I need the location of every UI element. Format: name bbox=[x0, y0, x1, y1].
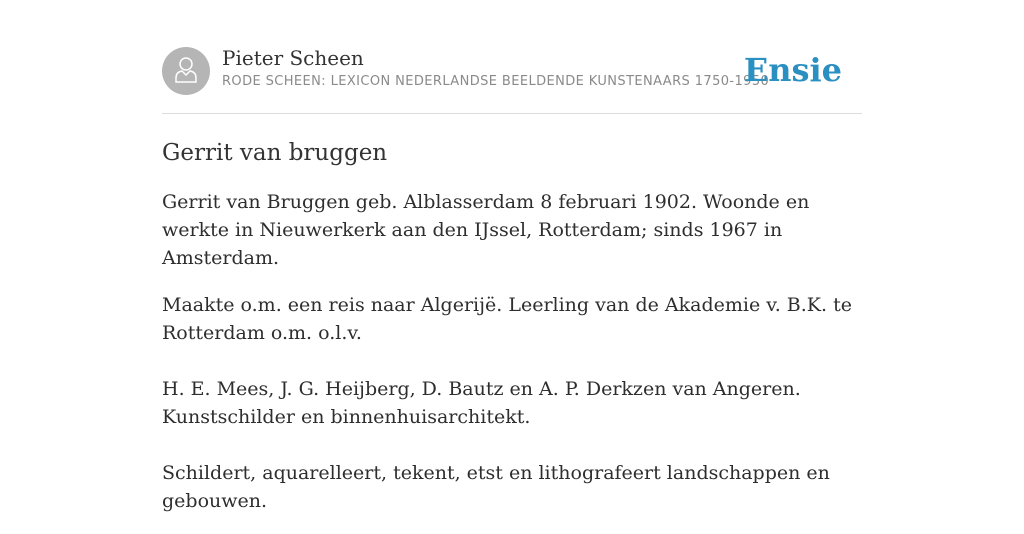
author-avatar[interactable] bbox=[162, 47, 210, 95]
ensie-logo[interactable]: Ensie bbox=[743, 51, 842, 89]
paragraph: Maakte o.m. een reis naar Algerijë. Leerling van de Akademie v. B.K. te Rotterdam o.m. o.l.v. bbox=[162, 294, 852, 344]
page-title: Gerrit van bruggen bbox=[162, 140, 388, 166]
paragraph: Schildert, aquarelleert, tekent, etst en lithografeert landschappen en gebouwen. bbox=[162, 462, 830, 512]
author-name[interactable]: Pieter Scheen bbox=[222, 46, 364, 70]
paragraph: Gerrit van Bruggen geb. Alblasserdam 8 februari 1902. Woonde en werkte in Nieuwerkerk aan den IJssel, Rotterdam; sinds 1967 in Amsterdam. bbox=[162, 191, 810, 269]
article-card bbox=[162, 46, 862, 534]
source-title[interactable]: RODE SCHEEN: LEXICON NEDERLANDSE BEELDENDE KUNSTENAARS 1750-1950 bbox=[222, 74, 770, 89]
article-body bbox=[162, 188, 862, 515]
user-icon bbox=[172, 54, 200, 88]
paragraph: H. E. Mees, J. G. Heijberg, D. Bautz en A. P. Derkzen van Angeren. Kunstschilder en binnenhuisarchitekt. bbox=[162, 378, 801, 428]
article-header bbox=[162, 46, 862, 114]
